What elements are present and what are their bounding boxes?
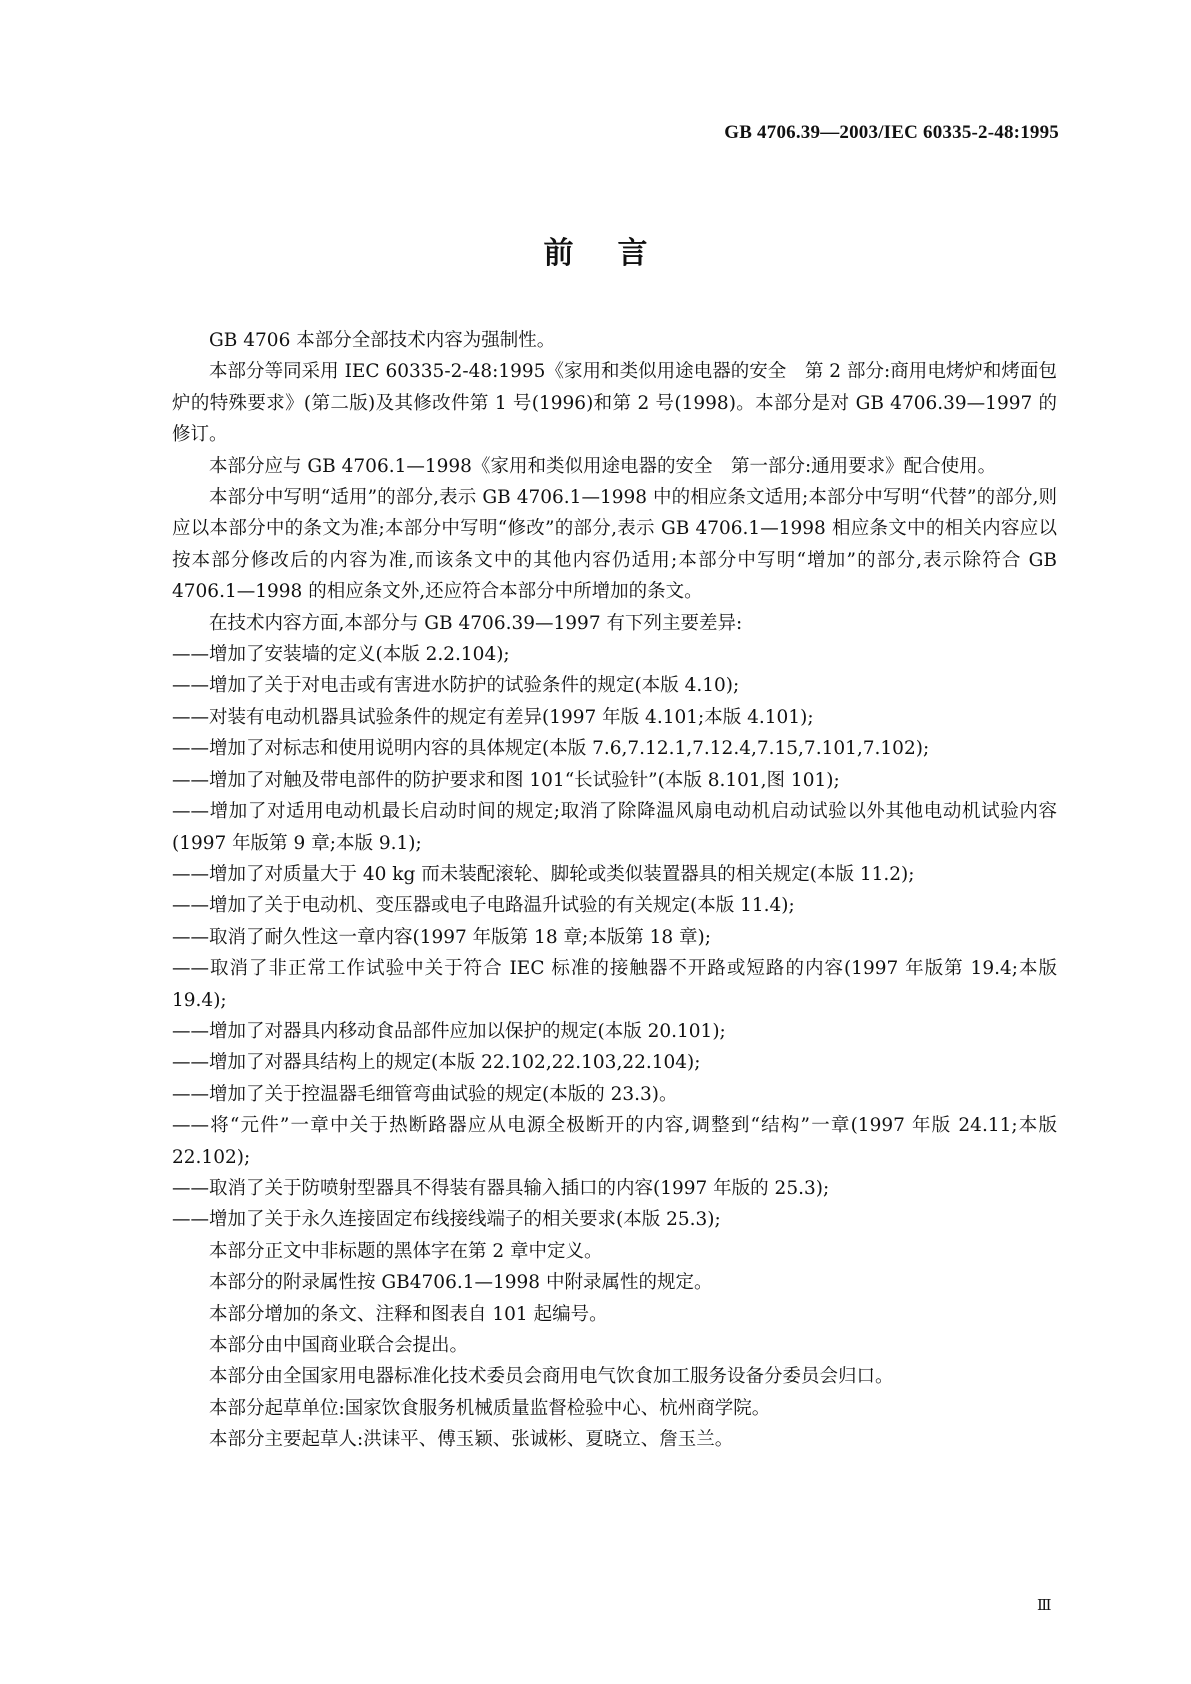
list-item: ——增加了对触及带电部件的防护要求和图 101“长试验针”(本版 8.101,图 101); bbox=[172, 769, 840, 791]
paragraph-drafters: 本部分主要起草人:洪诔平、傅玉颖、张诚彬、夏晓立、詹玉兰。 bbox=[209, 1429, 734, 1451]
paragraph-mandatory: GB 4706 本部分全部技术内容为强制性。 bbox=[209, 330, 556, 351]
paragraph-drafting-units: 本部分起草单位:国家饮食服务机械质量监督检验中心、杭州商学院。 bbox=[209, 1397, 771, 1419]
standard-code-header: GB 4706.39—2003/IEC 60335-2-48:1995 bbox=[724, 122, 1059, 143]
list-item: ——对装有电动机器具试验条件的规定有差异(1997 年版 4.101;本版 4.101); bbox=[172, 706, 814, 728]
list-item: ——取消了耐久性这一章内容(1997 年版第 18 章;本版第 18 章); bbox=[172, 926, 711, 948]
list-item: ——增加了对器具内移动食品部件应加以保护的规定(本版 20.101); bbox=[172, 1020, 726, 1042]
list-item: ——增加了对适用电动机最长启动时间的规定;取消了除降温风扇电动机启动试验以外其他电动机试验内容(1997 年版第 9 章;本版 9.1); bbox=[172, 801, 1057, 854]
list-item: ——增加了关于电动机、变压器或电子电路温升试验的有关规定(本版 11.4); bbox=[172, 895, 795, 917]
list-item: ——增加了对器具结构上的规定(本版 22.102,22.103,22.104); bbox=[172, 1052, 701, 1074]
foreword-body bbox=[172, 325, 1057, 1456]
differences-list bbox=[172, 639, 1057, 1236]
page-number: Ⅲ bbox=[1037, 1598, 1052, 1614]
paragraph-adoption: 本部分等同采用 IEC 60335-2-48:1995《家用和类似用途电器的安全 第 2 部分:商用电烤炉和烤面包炉的特殊要求》(第二版)及其修改件第 1 号(1996)和第 2 号(1998)。本部分是对 GB 4706.39—1997 的修订。 bbox=[172, 361, 1057, 446]
list-item: ——取消了非正常工作试验中关于符合 IEC 标准的接触器不开路或短路的内容(1997 年版第 19.4;本版 19.4); bbox=[172, 958, 1057, 1011]
paragraph-differences-intro: 在技术内容方面,本部分与 GB 4706.39—1997 有下列主要差异: bbox=[209, 612, 743, 634]
paragraph-numbering: 本部分增加的条文、注释和图表自 101 起编号。 bbox=[209, 1303, 608, 1325]
paragraph-terms: 本部分中写明“适用”的部分,表示 GB 4706.1—1998 中的相应条文适用;本部分中写明“代替”的部分,则应以本部分中的条文为准;本部分中写明“修改”的部分,表示 GB 4706.1—1998 相应条文中的相关内容应以按本部分修改后的内容为准,而该条文中的其他内容仍适用;本部分中写明“增加”的部分,表示除符合 GB 4706.1—1998 的相应条文外,还应符合本部分中所增加的条文。 bbox=[172, 487, 1057, 603]
paragraph-annex: 本部分的附录属性按 GB4706.1—1998 中附录属性的规定。 bbox=[209, 1272, 713, 1294]
list-item: ——增加了对标志和使用说明内容的具体规定(本版 7.6,7.12.1,7.12.4,7.15,7.101,7.102); bbox=[172, 738, 930, 760]
list-item: ——增加了安装墙的定义(本版 2.2.104); bbox=[172, 644, 510, 666]
list-item: ——增加了关于控温器毛细管弯曲试验的规定(本版的 23.3)。 bbox=[172, 1083, 678, 1105]
paragraph-committee: 本部分由全国家用电器标准化技术委员会商用电气饮食加工服务设备分委员会归口。 bbox=[209, 1366, 894, 1388]
paragraph-proposer: 本部分由中国商业联合会提出。 bbox=[209, 1335, 469, 1356]
list-item: ——增加了关于永久连接固定布线接线端子的相关要求(本版 25.3); bbox=[172, 1209, 721, 1231]
paragraph-usage: 本部分应与 GB 4706.1—1998《家用和类似用途电器的安全 第一部分:通用要求》配合使用。 bbox=[209, 455, 997, 477]
list-item: ——增加了对质量大于 40 kg 而未装配滚轮、脚轮或类似装置器具的相关规定(本版 11.2); bbox=[172, 863, 915, 885]
list-item: ——将“元件”一章中关于热断路器应从电源全极断开的内容,调整到“结构”一章(1997 年版 24.11;本版 22.102); bbox=[172, 1115, 1057, 1168]
list-item: ——增加了关于对电击或有害进水防护的试验条件的规定(本版 4.10); bbox=[172, 675, 740, 697]
page-title: 前言 bbox=[543, 236, 692, 271]
list-item: ——取消了关于防喷射型器具不得装有器具输入插口的内容(1997 年版的 25.3); bbox=[172, 1177, 830, 1199]
paragraph-bold-terms: 本部分正文中非标题的黑体字在第 2 章中定义。 bbox=[209, 1240, 603, 1262]
